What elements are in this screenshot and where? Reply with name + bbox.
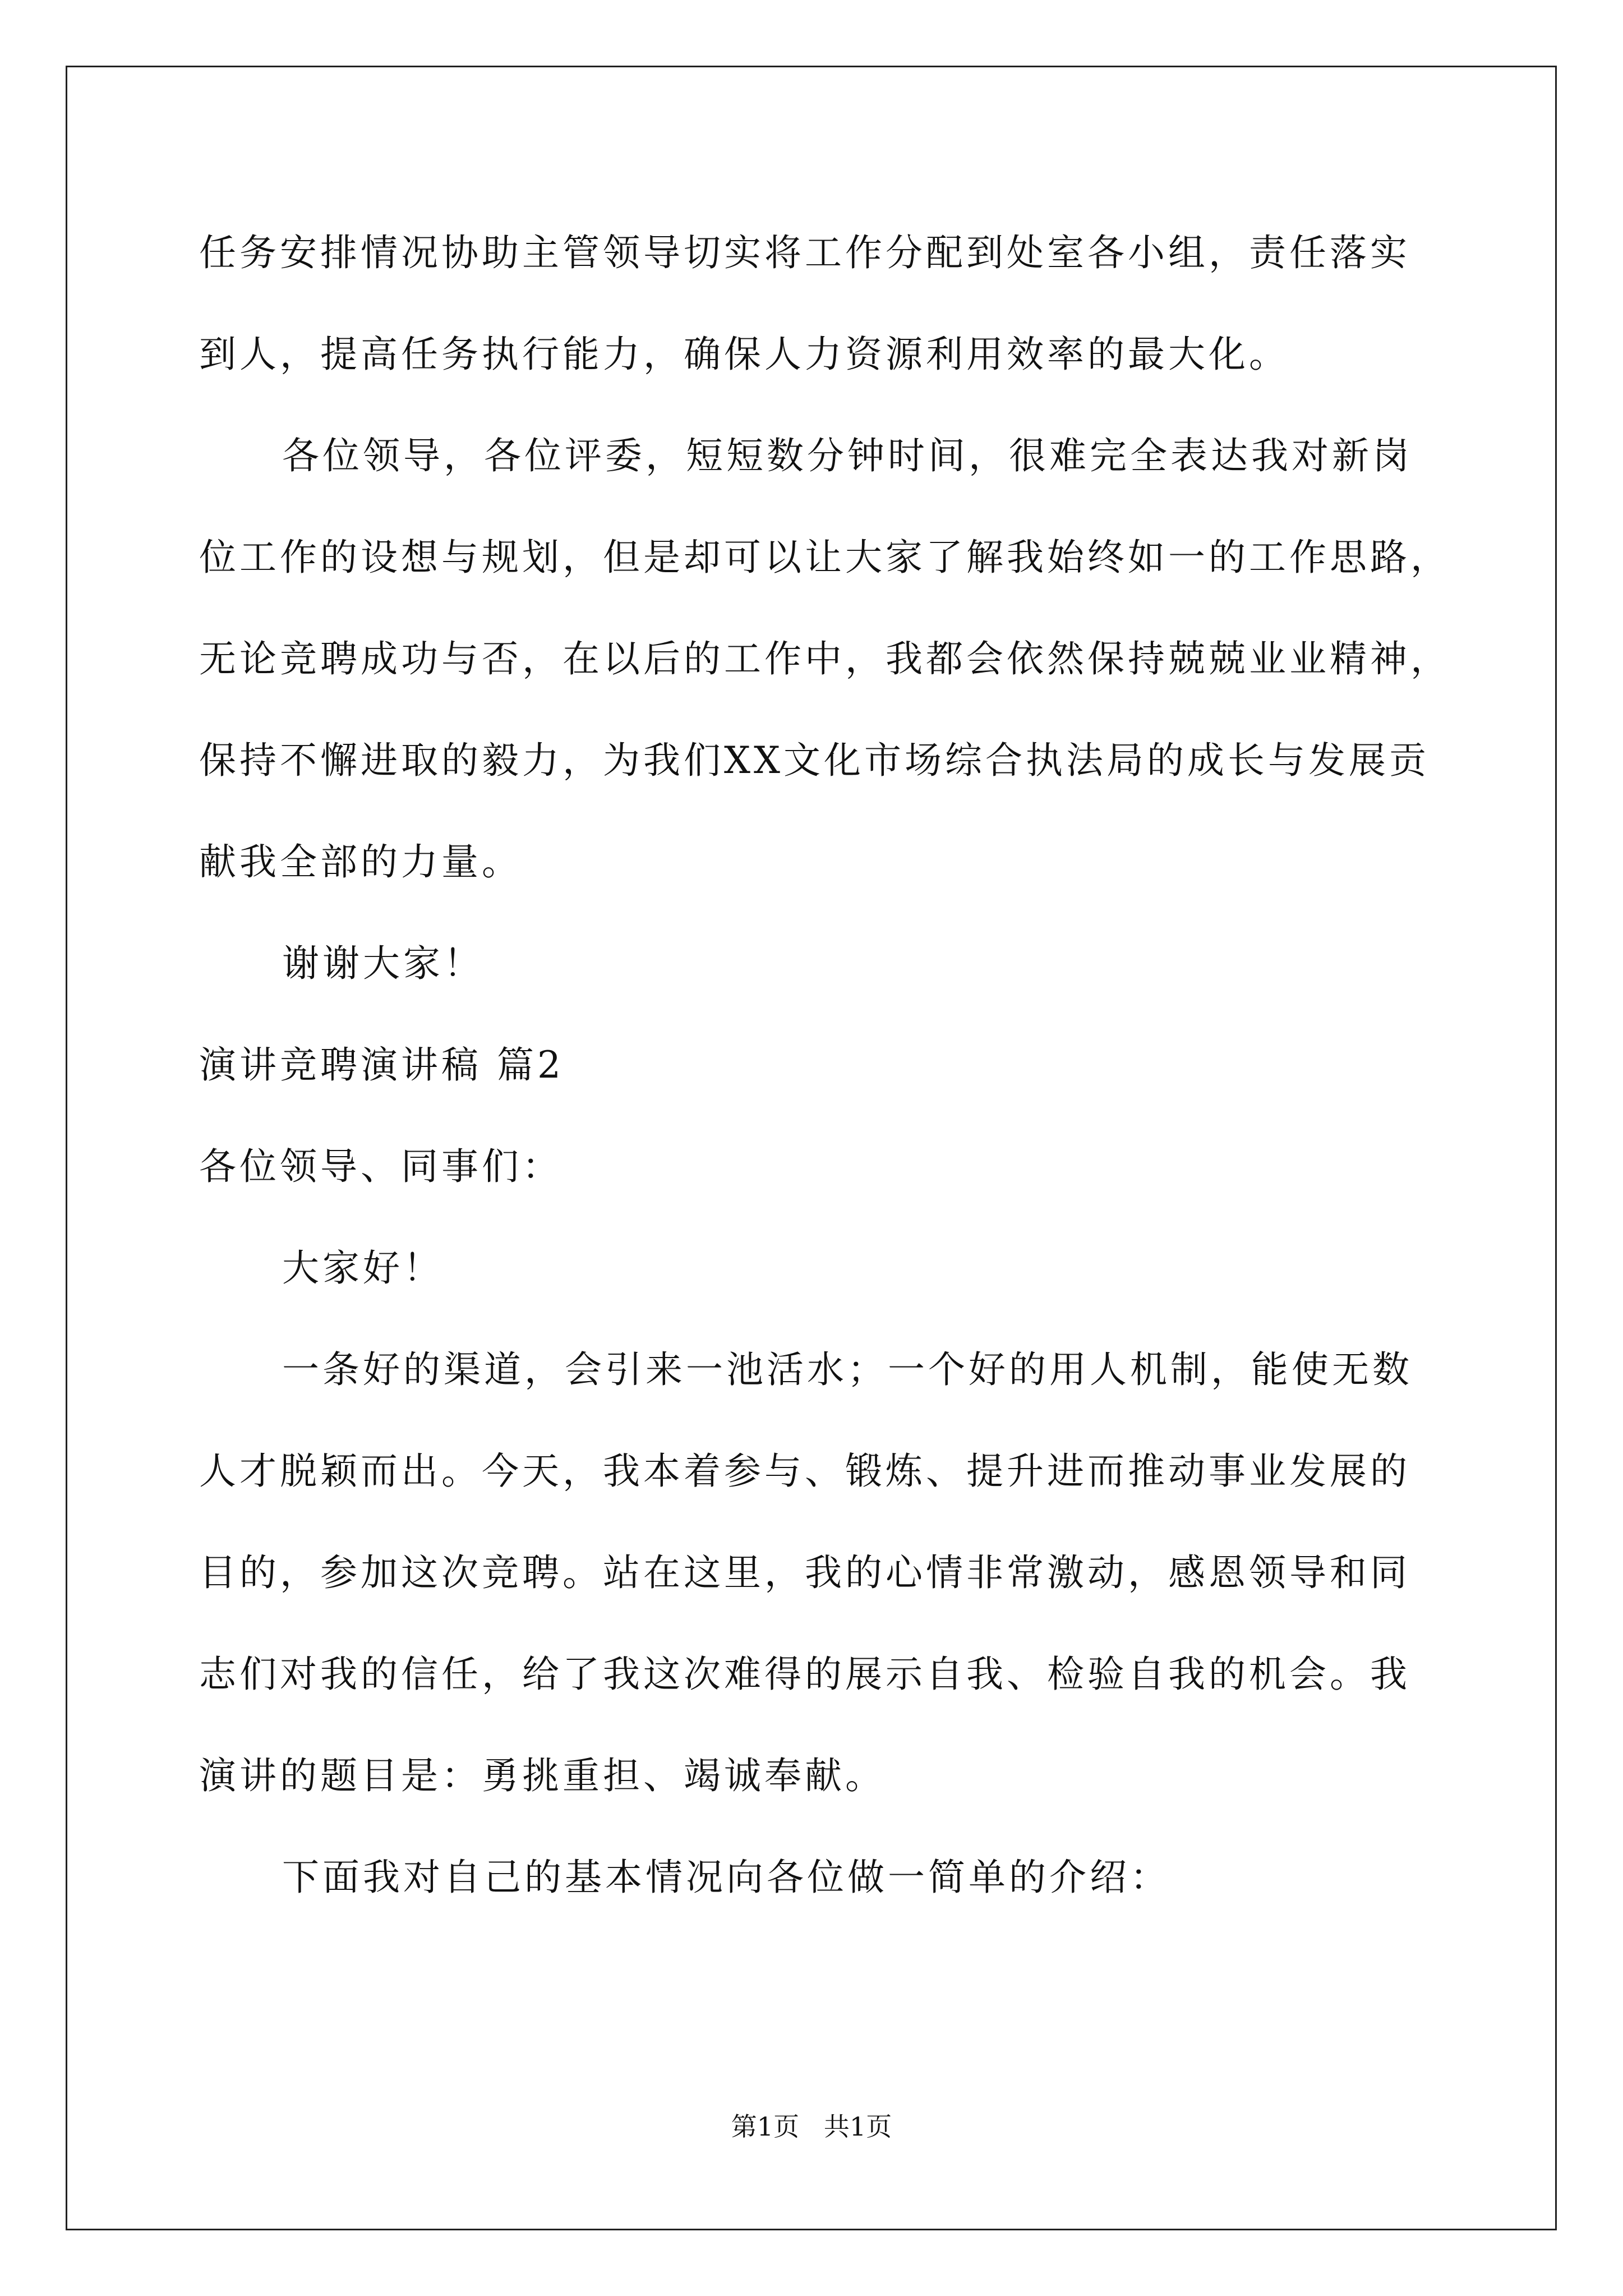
text-line: 任务安排情况协助主管领导切实将工作分配到处室各小组，责任落实 (199, 231, 1410, 274)
text-line: 保持不懈进取的毅力，为我们XX文化市场综合执法局的成长与发展贡 (199, 739, 1430, 782)
greeting: 大家好！ (282, 1246, 444, 1290)
text-line: 目的，参加这次竞聘。站在这里，我的心情非常激动，感恩领导和同 (199, 1551, 1410, 1594)
text-line: 一条好的渠道，会引来一池活水；一个好的用人机制，能使无数 (282, 1348, 1413, 1391)
text-line: 献我全部的力量。 (199, 840, 522, 884)
text-line: 下面我对自己的基本情况向各位做一简单的介绍： (282, 1856, 1170, 1899)
salutation: 各位领导、同事们： (199, 1145, 562, 1188)
text-line: 无论竞聘成功与否，在以后的工作中，我都会依然保持兢兢业业精神， (199, 637, 1451, 680)
text-line: 到人，提高任务执行能力，确保人力资源利用效率的最大化。 (199, 333, 1289, 376)
text-line: 位工作的设想与规划，但是却可以让大家了解我始终如一的工作思路， (199, 536, 1451, 579)
document-body (199, 202, 1451, 1928)
text-line: 人才脱颖而出。今天，我本着参与、锻炼、提升进而推动事业发展的 (199, 1450, 1410, 1493)
text-line: 谢谢大家！ (282, 942, 484, 985)
section-heading: 演讲竞聘演讲稿 篇2 (199, 1043, 564, 1087)
page-number: 第1页 共1页 (731, 2111, 892, 2142)
text-line: 各位领导，各位评委，短短数分钟时间，很难完全表达我对新岗 (282, 434, 1413, 477)
text-line: 演讲的题目是：勇挑重担、竭诚奉献。 (199, 1754, 886, 1797)
text-line: 志们对我的信任，给了我这次难得的展示自我、检验自我的机会。我 (199, 1653, 1410, 1696)
